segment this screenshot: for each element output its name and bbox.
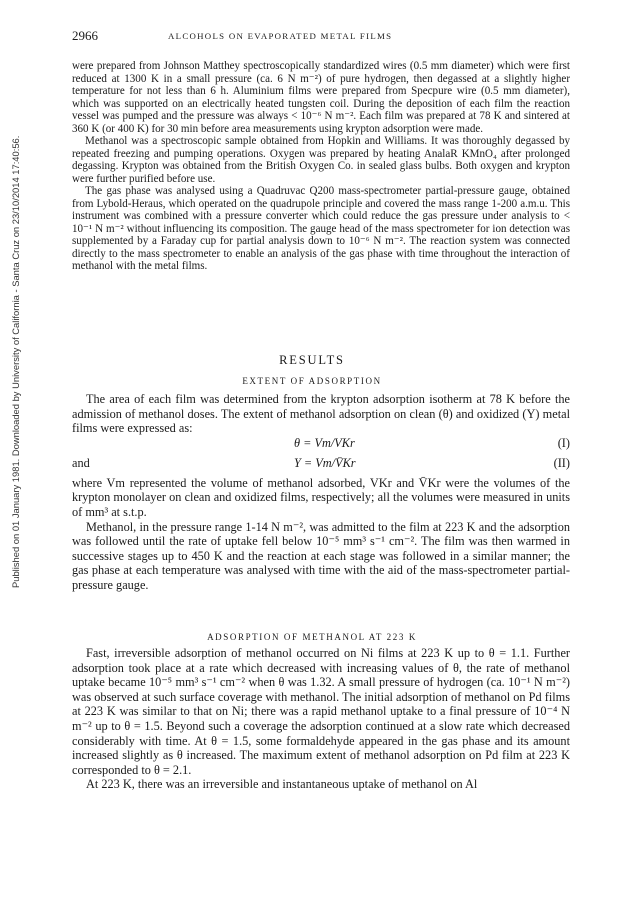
results-paragraph-4: Fast, irreversible adsorption of methanol occurred on Ni films at 223 K up to θ = 1.1. Further adsorption took place at a rate which decreased with increasing values of θ, the rate of methanol uptake became 10⁻⁵ mm³ s⁻¹ cm⁻² when θ was 1.32. A small pressure of hydrogen (ca. 10⁻¹ N m⁻²) was observed at such surface coverage with methanol. The initial adsorption of methanol on Pd films at 223 K was similar to that on Ni; there was a rapid methanol uptake to a final pressure of 10⁻⁴ N m⁻² up to θ = 1.5. Beyond such a coverage the adsorption continued at a slow rate which decreased considerably with time. At θ = 1.5, some formaldehyde appeared in the gas phase and its amount increased slightly as θ increased. The maximum extent of methanol adsorption on Pd film at 223 K corresponded to θ = 2.1. — [72, 646, 570, 777]
equation-2-and: and — [72, 455, 90, 470]
results-paragraph-5: At 223 K, there was an irreversible and instantaneous uptake of methanol on Al — [86, 777, 478, 792]
results-paragraph-1: The area of each film was determined from the krypton adsorption isotherm at 78 K before the admission of methanol doses. The extent of methanol adsorption on clean (θ) and oxidized (Y) metal films were expressed as: — [72, 392, 570, 436]
equation-1-number: (I) — [557, 435, 570, 450]
results-text-1 — [72, 392, 570, 593]
subheading-adsorption-223k: ADSORPTION OF METHANOL AT 223 K — [207, 632, 417, 642]
page-header — [72, 28, 570, 48]
equation-2 — [72, 456, 570, 476]
equation-2-expression: Y = Vm/V̄Kr — [294, 455, 356, 470]
results-paragraph-3: Methanol, in the pressure range 1-14 N m⁻², was admitted to the film at 223 K and the adsorption was followed until the rate of uptake fell below 10⁻⁵ mm³ s⁻¹ cm⁻². The film was then warmed in successive stages up to 450 K and the reaction at each stage was followed in a similar manner; the gas phase at each temperature was analysed with time with the aid of the mass-spectrometer partial-pressure gauge. — [72, 519, 570, 592]
equation-1 — [72, 436, 570, 456]
methods-paragraph-1: were prepared from Johnson Matthey spectroscopically standardized wires (0.5 mm diameter) which were first reduced at 1300 K in a small pressure (ca. 6 N m⁻²) of pure hydrogen, then degassed at a slightly higher temperature for not less than 6 h. Aluminium films were prepared from Specpure wire (0.5 mm diameter), which was supported on an electrically heated tungsten coil. During the deposition of each film the reaction vessel was pumped and the pressure was always < 10⁻⁶ N m⁻². Each film was prepared at 78 K and sintered at 360 K (or 400 K) for 30 min before area measurements using krypton adsorption were made. — [72, 60, 570, 135]
subheading-extent-of-adsorption: EXTENT OF ADSORPTION — [242, 376, 382, 386]
results-text-2 — [72, 646, 570, 792]
download-watermark — [0, 88, 20, 588]
equation-2-number: (II) — [553, 455, 570, 470]
methods-text — [72, 60, 570, 273]
page-number: 2966 — [72, 28, 98, 43]
methods-paragraph-3: The gas phase was analysed using a Quadruvac Q200 mass-spectrometer partial-pressure gauge, obtained from Lybold-Heraus, which operated on the quadrupole principle and covered the mass range 1-200 a.m.u. This instrument was combined with a pressure converter which could reduce the gas pressure under analysis to < 10⁻¹ N m⁻² without influencing its composition. The gauge head of the mass spectrometer for ion detection was supplemented by a Faraday cup for partial analysis down to 10⁻⁶ N m⁻². The reaction system was connected directly to the mass spectrometer to enable an analysis of the gas phase with time throughout the interaction of methanol with the metal films. — [72, 185, 570, 272]
results-paragraph-2: where Vm represented the volume of methanol adsorbed, VKr and V̄Kr were the volumes of the krypton monolayer on clean and oxidized films, respectively; all the volumes were measured in units of mm³ at s.t.p. — [72, 475, 570, 519]
running-title: ALCOHOLS ON EVAPORATED METAL FILMS — [168, 31, 393, 41]
methods-paragraph-2: Methanol was a spectroscopic sample obtained from Hopkin and Williams. It was thoroughly degassed by repeated freezing and pumping operations. Oxygen was prepared by heating AnalaR KMnO₄ after prolonged degassing. Krypton was obtained from the British Oxygen Co. in sealed glass bulbs. Both oxygen and krypton were further purified before use. — [72, 135, 570, 185]
section-heading-results: RESULTS — [279, 353, 345, 367]
equation-1-expression: θ = Vm/VKr — [294, 435, 355, 450]
download-watermark-text: Published on 01 January 1981. Downloaded by University of California - Santa Cruz on 23/10/2014 17:40:56. — [10, 135, 21, 588]
